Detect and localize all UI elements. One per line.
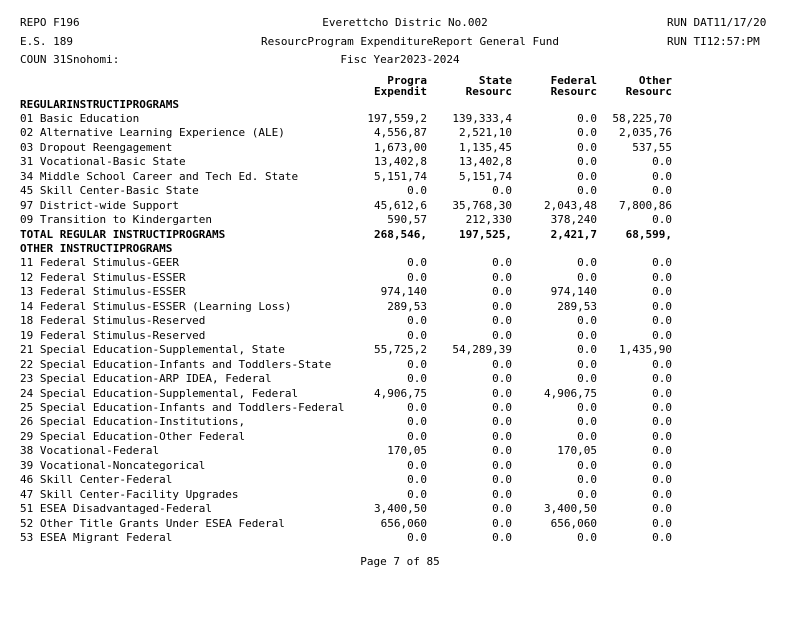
col-state-line2: Resourc [465, 86, 512, 98]
table-row-state: 0.0 [492, 388, 512, 400]
table-row-federal: 0.0 [577, 185, 597, 197]
table-row-label: 23 Special Education-ARP IDEA, Federal [20, 373, 272, 385]
table-row-label: 29 Special Education-Other Federal [20, 431, 246, 443]
table-row-federal: 4,906,75 [544, 388, 597, 400]
table-row-state: 0.0 [492, 272, 512, 284]
table-row-label: 34 Middle School Career and Tech Ed. State [20, 171, 299, 183]
table-row-program: 0.0 [407, 460, 427, 472]
table-row-state: 0.0 [492, 359, 512, 371]
table-row-label: 19 Federal Stimulus-Reserved [20, 330, 206, 342]
table-row-state: 0.0 [492, 474, 512, 486]
table-row-state: 0.0 [492, 503, 512, 515]
table-row-other: 0.0 [652, 272, 672, 284]
table-row-label: 01 Basic Education [20, 113, 140, 125]
table-row-other: 0.0 [652, 474, 672, 486]
table-row-other: 58,225,70 [612, 113, 672, 125]
table-row-program: 0.0 [407, 474, 427, 486]
table-row-state: 0.0 [492, 330, 512, 342]
table-row-state: 35,768,30 [452, 200, 512, 212]
table-row-program: 4,556,87 [374, 127, 427, 139]
table-row-label: 25 Special Education-Infants and Toddlers-Federal [20, 402, 345, 414]
table-row-other: 0.0 [652, 416, 672, 428]
table-row-other: 0.0 [652, 156, 672, 168]
es-number: E.S. 189 [20, 36, 73, 48]
table-row-federal: 0.0 [577, 272, 597, 284]
table-row-label: 31 Vocational-Basic State [20, 156, 186, 168]
table-row-other: 0.0 [652, 301, 672, 313]
table-row-federal: 0.0 [577, 532, 597, 544]
total-row-program: 268,546, [374, 229, 427, 241]
table-row-state: 0.0 [492, 315, 512, 327]
table-row-label: 14 Federal Stimulus-ESSER (Learning Loss) [20, 301, 292, 313]
page-number: Page 7 of 85 [360, 556, 440, 568]
table-row-program: 55,725,2 [374, 344, 427, 356]
table-row-state: 0.0 [492, 445, 512, 457]
table-row-other: 0.0 [652, 373, 672, 385]
table-row-program: 0.0 [407, 416, 427, 428]
table-row-other: 0.0 [652, 431, 672, 443]
table-row-program: 0.0 [407, 489, 427, 501]
table-row-state: 54,289,39 [452, 344, 512, 356]
table-row-other: 0.0 [652, 257, 672, 269]
table-row-label: 26 Special Education-Institutions, [20, 416, 246, 428]
table-row-program: 13,402,8 [374, 156, 427, 168]
table-row-federal: 0.0 [577, 373, 597, 385]
table-row-label: 53 ESEA Migrant Federal [20, 532, 173, 544]
table-row-other: 0.0 [652, 532, 672, 544]
table-row-label: 12 Federal Stimulus-ESSER [20, 272, 186, 284]
table-row-program: 3,400,50 [374, 503, 427, 515]
col-program-line2: Expendit [374, 86, 427, 98]
table-row-program: 4,906,75 [374, 388, 427, 400]
table-row-other: 0.0 [652, 460, 672, 472]
table-row-label: 46 Skill Center-Federal [20, 474, 173, 486]
fiscal-year: Fisc Year2023-2024 [340, 54, 460, 66]
table-row-federal: 289,53 [557, 301, 597, 313]
table-row-state: 13,402,8 [459, 156, 512, 168]
table-row-program: 1,673,00 [374, 142, 427, 154]
table-row-program: 45,612,6 [374, 200, 427, 212]
table-row-federal: 0.0 [577, 344, 597, 356]
table-row-other: 0.0 [652, 359, 672, 371]
table-row-federal: 974,140 [550, 286, 597, 298]
table-row-state: 212,330 [465, 214, 512, 226]
table-row-program: 0.0 [407, 402, 427, 414]
table-row-state: 2,521,10 [459, 127, 512, 139]
table-row-federal: 0.0 [577, 489, 597, 501]
table-row-federal: 378,240 [550, 214, 597, 226]
table-row-state: 0.0 [492, 532, 512, 544]
table-row-program: 0.0 [407, 373, 427, 385]
section-heading-regular: REGULARINSTRUCTIPROGRAMS [20, 99, 179, 111]
table-row-state: 0.0 [492, 373, 512, 385]
table-row-federal: 0.0 [577, 474, 597, 486]
table-row-label: 03 Dropout Reengagement [20, 142, 173, 154]
table-row-state: 0.0 [492, 301, 512, 313]
table-row-program: 0.0 [407, 532, 427, 544]
col-federal-line1: Federal [550, 75, 597, 87]
table-row-federal: 0.0 [577, 460, 597, 472]
table-row-state: 0.0 [492, 185, 512, 197]
table-row-program: 5,151,74 [374, 171, 427, 183]
table-row-other: 7,800,86 [619, 200, 672, 212]
table-row-label: 38 Vocational-Federal [20, 445, 160, 457]
table-row-program: 289,53 [387, 301, 427, 313]
run-date: RUN DAT11/17/20 [667, 17, 767, 29]
table-row-label: 13 Federal Stimulus-ESSER [20, 286, 186, 298]
table-row-label: 24 Special Education-Supplemental, Federal [20, 388, 299, 400]
table-row-federal: 0.0 [577, 156, 597, 168]
col-other-line2: Resourc [625, 86, 672, 98]
table-row-other: 537,55 [632, 142, 672, 154]
table-row-other: 0.0 [652, 518, 672, 530]
run-time: RUN TI12:57:PM [667, 36, 760, 48]
table-row-federal: 170,05 [557, 445, 597, 457]
table-row-label: 09 Transition to Kindergarten [20, 214, 213, 226]
table-row-other: 0.0 [652, 185, 672, 197]
table-row-state: 139,333,4 [452, 113, 512, 125]
table-row-program: 0.0 [407, 257, 427, 269]
table-row-label: 45 Skill Center-Basic State [20, 185, 199, 197]
table-row-federal: 3,400,50 [544, 503, 597, 515]
table-row-label: 51 ESEA Disadvantaged-Federal [20, 503, 213, 515]
table-row-label: 52 Other Title Grants Under ESEA Federal [20, 518, 285, 530]
table-row-program: 0.0 [407, 431, 427, 443]
table-row-state: 5,151,74 [459, 171, 512, 183]
table-row-program: 197,559,2 [367, 113, 427, 125]
total-row-other: 68,599, [625, 229, 672, 241]
table-row-state: 0.0 [492, 416, 512, 428]
table-row-federal: 0.0 [577, 359, 597, 371]
table-row-label: 18 Federal Stimulus-Reserved [20, 315, 206, 327]
table-row-state: 0.0 [492, 489, 512, 501]
table-row-label: 39 Vocational-Noncategorical [20, 460, 206, 472]
total-row-label: TOTAL REGULAR INSTRUCTIPROGRAMS [20, 229, 226, 241]
table-row-label: 47 Skill Center-Facility Upgrades [20, 489, 239, 501]
table-row-program: 0.0 [407, 359, 427, 371]
table-row-other: 0.0 [652, 402, 672, 414]
table-row-state: 0.0 [492, 431, 512, 443]
table-row-program: 590,57 [387, 214, 427, 226]
table-row-federal: 0.0 [577, 416, 597, 428]
table-row-federal: 0.0 [577, 127, 597, 139]
district-name: Everettcho Distric No.002 [322, 17, 488, 29]
table-row-federal: 0.0 [577, 257, 597, 269]
table-row-program: 170,05 [387, 445, 427, 457]
table-row-state: 0.0 [492, 286, 512, 298]
table-row-federal: 0.0 [577, 431, 597, 443]
table-row-state: 0.0 [492, 518, 512, 530]
table-row-federal: 2,043,48 [544, 200, 597, 212]
total-row-state: 197,525, [459, 229, 512, 241]
table-row-label: 97 District-wide Support [20, 200, 179, 212]
table-row-state: 0.0 [492, 257, 512, 269]
table-row-label: 21 Special Education-Supplemental, State [20, 344, 285, 356]
table-row-state: 0.0 [492, 460, 512, 472]
table-row-federal: 0.0 [577, 315, 597, 327]
col-other-line1: Other [638, 75, 672, 87]
table-row-other: 0.0 [652, 503, 672, 515]
total-row-federal: 2,421,7 [550, 229, 597, 241]
table-row-state: 0.0 [492, 402, 512, 414]
table-row-federal: 0.0 [577, 171, 597, 183]
table-row-federal: 656,060 [550, 518, 597, 530]
table-row-program: 656,060 [380, 518, 427, 530]
table-row-other: 0.0 [652, 315, 672, 327]
table-row-federal: 0.0 [577, 113, 597, 125]
table-row-other: 0.0 [652, 489, 672, 501]
table-row-label: 02 Alternative Learning Experience (ALE) [20, 127, 285, 139]
table-row-program: 0.0 [407, 330, 427, 342]
table-row-program: 0.0 [407, 272, 427, 284]
table-row-program: 974,140 [380, 286, 427, 298]
section-heading-other: OTHER INSTRUCTIPROGRAMS [20, 243, 173, 255]
table-row-label: 22 Special Education-Infants and Toddlers-State [20, 359, 332, 371]
table-row-program: 0.0 [407, 315, 427, 327]
table-row-label: 11 Federal Stimulus-GEER [20, 257, 179, 269]
table-row-other: 0.0 [652, 214, 672, 226]
table-row-federal: 0.0 [577, 142, 597, 154]
report-title: ResourcProgram ExpenditureReport General Fund [260, 36, 559, 48]
table-row-other: 0.0 [652, 388, 672, 400]
table-row-state: 1,135,45 [459, 142, 512, 154]
table-row-program: 0.0 [407, 185, 427, 197]
table-row-other: 0.0 [652, 171, 672, 183]
table-row-other: 1,435,90 [619, 344, 672, 356]
county: COUN 31Snohomi: [20, 54, 120, 66]
col-program-line1: Progra [387, 75, 427, 87]
table-row-other: 0.0 [652, 330, 672, 342]
table-row-federal: 0.0 [577, 402, 597, 414]
table-row-other: 0.0 [652, 445, 672, 457]
table-row-other: 0.0 [652, 286, 672, 298]
col-federal-line2: Resourc [550, 86, 597, 98]
col-state-line1: State [478, 75, 512, 87]
table-row-other: 2,035,76 [619, 127, 672, 139]
table-row-federal: 0.0 [577, 330, 597, 342]
report-id: REPO F196 [20, 17, 80, 29]
